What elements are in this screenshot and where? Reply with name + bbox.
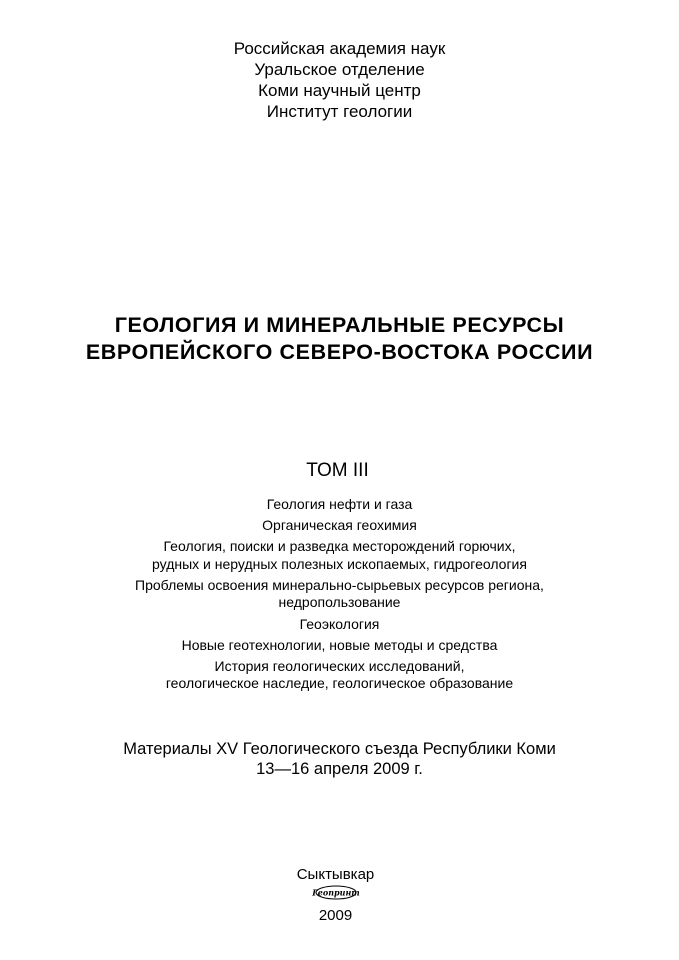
imprint xyxy=(0,866,675,925)
topic-item xyxy=(0,616,679,634)
topic-line: Проблемы освоения минерально-сырьевых ресурсов региона, xyxy=(135,576,544,593)
organization-line: Институт геологии xyxy=(266,102,413,121)
topic-line: недропользование xyxy=(278,594,401,611)
topics-list xyxy=(0,496,679,696)
organization-block xyxy=(0,38,679,122)
book-title xyxy=(0,312,679,366)
topic-item xyxy=(0,538,679,573)
publication-city: Сыктывкар xyxy=(296,866,375,883)
volume-label: ТОМ III xyxy=(306,460,369,481)
conference-dates: 13—16 апреля 2009 г. xyxy=(256,760,423,778)
topic-line: геологическое наследие, геологическое образование xyxy=(165,675,514,692)
publisher-logo-icon xyxy=(311,885,360,900)
topic-item xyxy=(0,637,679,655)
topic-line: Органическая геохимия xyxy=(262,517,417,534)
organization-line: Уральское отделение xyxy=(254,60,425,79)
topic-item xyxy=(0,517,679,535)
organization-line: Коми научный центр xyxy=(258,81,421,100)
topic-line: Геоэкология xyxy=(299,615,380,632)
conference-materials xyxy=(0,739,679,779)
topic-line: Геология нефти и газа xyxy=(266,496,413,512)
topic-line: рудных и нерудных полезных ископаемых, гидрогеология xyxy=(152,555,527,572)
topic-line: Геология, поиски и разведка месторождений горючих, xyxy=(163,538,516,555)
publication-year: 2009 xyxy=(318,907,353,924)
publisher-logo-text: Геопринт xyxy=(311,887,360,898)
topic-item xyxy=(0,577,679,612)
organization-line: Российская академия наук xyxy=(233,39,446,58)
book-title-line: ЕВРОПЕЙСКОГО СЕВЕРО-ВОСТОКА РОССИИ xyxy=(85,340,594,364)
topic-item xyxy=(0,496,679,514)
topic-line: История геологических исследований, xyxy=(214,657,465,674)
book-title-line: ГЕОЛОГИЯ И МИНЕРАЛЬНЫЕ РЕСУРСЫ xyxy=(114,313,565,337)
topic-item xyxy=(0,658,679,693)
conference-name: Материалы XV Геологического съезда Республики Коми xyxy=(123,740,556,758)
topic-line: Новые геотехнологии, новые методы и средства xyxy=(181,636,498,653)
